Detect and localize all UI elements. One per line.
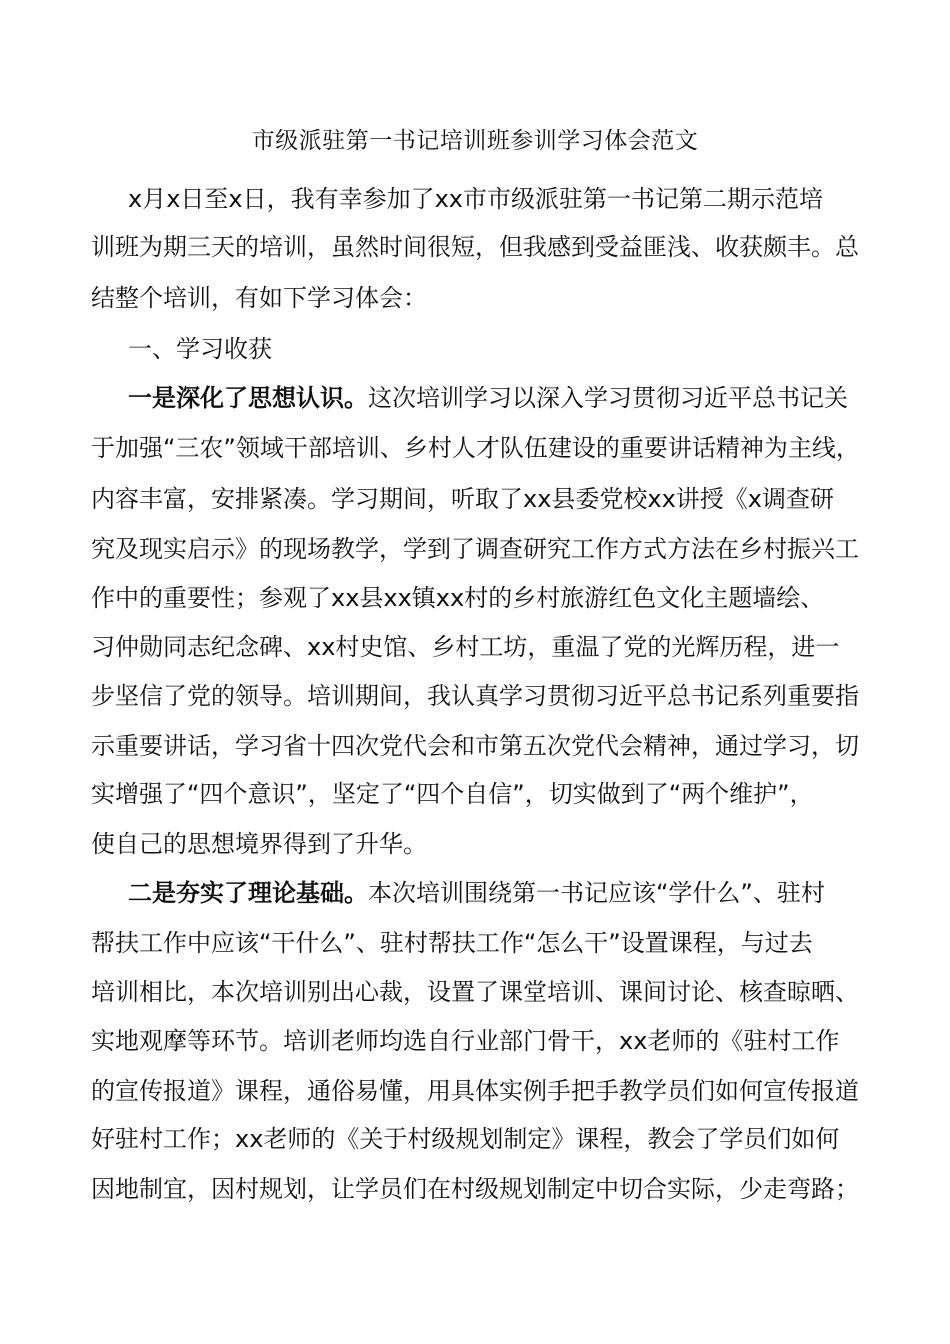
paragraph-line: 示重要讲话，学习省十四次党代会和市第五次党代会精神，通过学习，切 [91,732,859,760]
paragraph-line: 的宣传报道》课程，通俗易懂，用具体实例手把手教学员们如何宣传报道 [91,1077,859,1105]
paragraph-first-line [128,876,908,910]
paragraph-line: 究及现实启示》的现场教学，学到了调查研究工作方式方法在乡村振兴工 [91,535,859,563]
paragraph-line: 实地观摩等环节。培训老师均选自行业部门骨干，xx老师的《驻村工作 [91,1027,840,1055]
paragraph-line: 训班为期三天的培训，虽然时间很短，但我感到受益匪浅、收获颇丰。总 [91,233,859,261]
paragraph-line: x月x日至x日，我有幸参加了xx市市级派驻第一书记第二期示范培 [128,185,824,213]
bold-lead: 一是深化了思想认识。 [128,384,368,412]
paragraph-line: 实增强了“四个意识”，坚定了“四个自信”，切实做到了“两个维护”， [91,780,814,808]
document-title: 市级派驻第一书记培训班参训学习体会范文 [251,128,699,154]
section-heading: 一、学习收获 [128,335,272,363]
paragraph-line: 因地制宜，因村规划，让学员们在村级规划制定中切合实际，少走弯路； [91,1175,859,1203]
paragraph-line: 于加强“三农”领域干部培训、乡村人才队伍建设的重要讲话精神为主线， [91,434,860,462]
paragraph-line: 内容丰富，安排紧凑。学习期间，听取了xx县委党校xx讲授《x调查研 [91,485,835,513]
paragraph-line: 培训相比，本次培训别出心裁，设置了课堂培训、课间讨论、核查晾晒、 [91,978,859,1006]
paragraph-line: 结整个培训，有如下学习体会： [91,284,427,312]
paragraph-line: 使自己的思想境界得到了升华。 [91,830,427,858]
paragraph-line: 步坚信了党的领导。培训期间，我认真学习贯彻习近平总书记系列重要指 [91,682,859,710]
paragraph-first-line [128,381,908,415]
paragraph-text: 本次培训围绕第一书记应该“学什么”、驻村 [368,879,825,907]
paragraph-line: 帮扶工作中应该“干什么”、驻村帮扶工作“怎么干”设置课程，与过去 [91,929,813,957]
paragraph-text: 这次培训学习以深入学习贯彻习近平总书记关 [368,384,848,412]
paragraph-line: 习仲勋同志纪念碑、xx村史馆、乡村工坊，重温了党的光辉历程，进一 [91,633,840,661]
paragraph-line: 好驻村工作；xx老师的《关于村级规划制定》课程，教会了学员们如何 [91,1125,840,1153]
bold-lead: 二是夯实了理论基础。 [128,879,368,907]
paragraph-line: 作中的重要性；参观了xx县xx镇xx村的乡村旅游红色文化主题墙绘、 [91,584,825,612]
